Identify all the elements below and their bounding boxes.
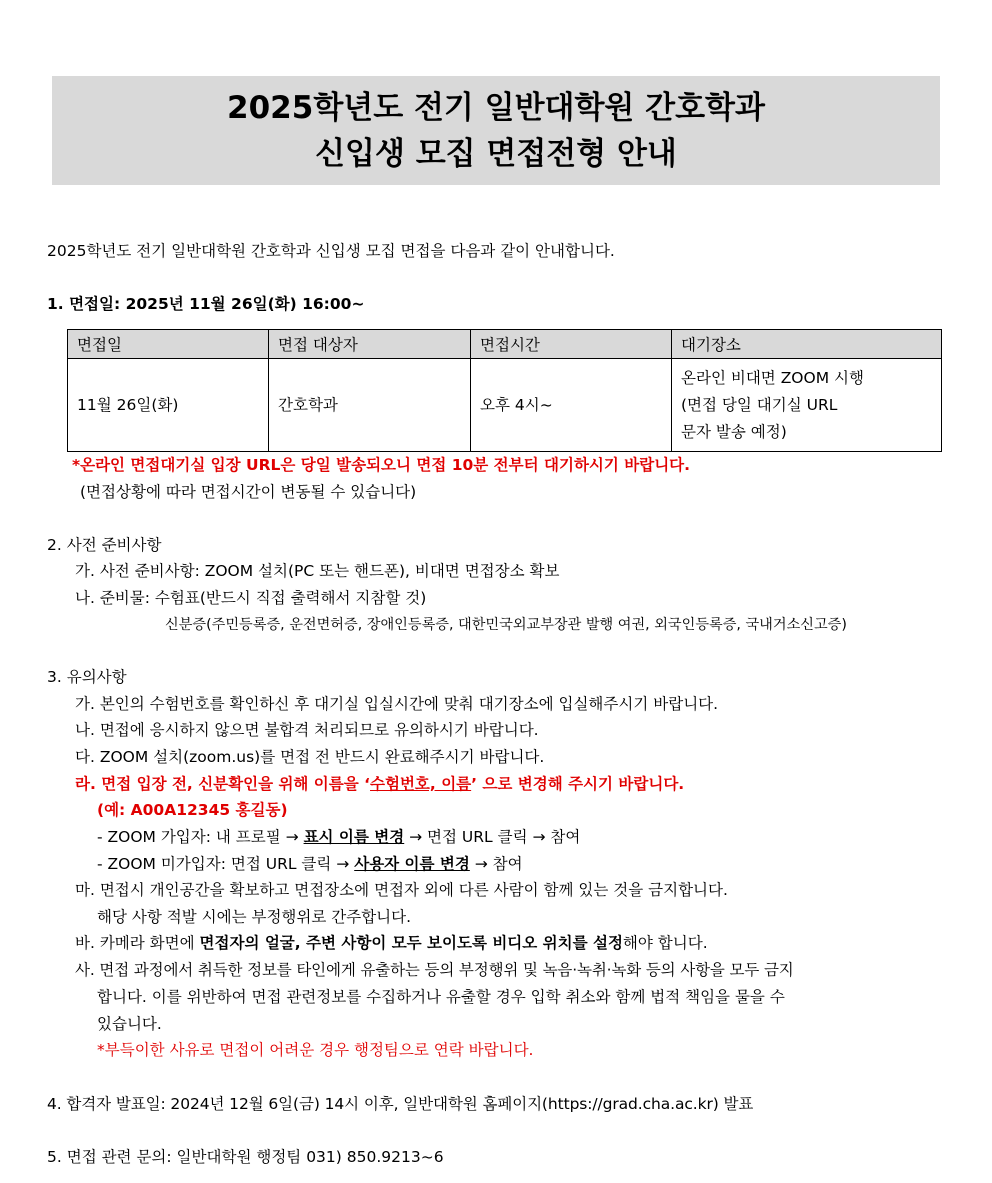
contact-office-notice: *부득이한 사유로 면접이 어려운 경우 행정팀으로 연락 바랍니다. (97, 1041, 534, 1059)
name-format-example: (예: A00A12345 홍길동) (97, 801, 288, 819)
page-title-line-1: 2025학년도 전기 일반대학원 간호학과 (227, 90, 765, 126)
header-interview-time: 면접시간 (471, 330, 672, 359)
waiting-place-line: 문자 발송 예정) (681, 422, 787, 441)
section2-heading: 2. 사전 준비사항 (47, 536, 162, 554)
interview-schedule-table (67, 329, 942, 452)
section3-item-g-line2: 합니다. 이를 위반하여 면접 관련정보를 수집하거나 유출할 경우 입학 취소와 함께 법적 책임을 물을 수 (97, 988, 785, 1006)
section2-item-a: 가. 사전 준비사항: ZOOM 설치(PC 또는 핸드폰), 비대면 면접장소 확보 (75, 562, 560, 580)
member-text-post: → 면접 URL 클릭 → 참여 (404, 828, 581, 846)
table-header-row (68, 330, 942, 359)
section4-announcement: 4. 합격자 발표일: 2024년 12월 6일(금) 14시 이후, 일반대학원 홈페이지(https://grad.cha.ac.kr) 발표 (47, 1095, 754, 1113)
waiting-room-url-notice: *온라인 면접대기실 입장 URL은 당일 발송되오니 면접 10분 전부터 대기하시기 바랍니다. (72, 456, 691, 474)
cell-interview-target: 간호학과 (269, 359, 471, 452)
zoom-member-instruction (97, 827, 580, 847)
section3-heading: 3. 유의사항 (47, 668, 127, 686)
member-display-name-step: 표시 이름 변경 (303, 828, 405, 846)
cell-interview-date: 11월 26일(화) (68, 359, 269, 452)
item-d-text-post: ’ 으로 변경해 주시기 바랍니다. (471, 775, 685, 793)
title-banner (52, 76, 940, 185)
zoom-nonmember-instruction (97, 854, 523, 874)
section3-item-c: 다. ZOOM 설치(zoom.us)를 면접 전 반드시 완료해주시기 바랍니다. (75, 748, 545, 766)
section3-item-a: 가. 본인의 수험번호를 확인하신 후 대기실 입실시간에 맞춰 대기장소에 입실해주시기 바랍니다. (75, 695, 719, 713)
header-interview-date: 면접일 (68, 330, 269, 359)
cell-waiting-place (672, 359, 942, 452)
section2-item-b: 나. 준비물: 수험표(반드시 직접 출력해서 지참할 것) (75, 589, 427, 607)
schedule-change-note: (면접상황에 따라 면접시간이 변동될 수 있습니다) (80, 483, 417, 501)
header-interview-target: 면접 대상자 (269, 330, 471, 359)
nonmember-username-step: 사용자 이름 변경 (354, 855, 470, 873)
page-title-line-2: 신입생 모집 면접전형 안내 (315, 136, 677, 172)
section3-item-g-line3: 있습니다. (97, 1015, 162, 1033)
section3-item-b: 나. 면접에 응시하지 않으면 불합격 처리되므로 유의하시기 바랍니다. (75, 721, 539, 739)
section5-inquiry: 5. 면접 관련 문의: 일반대학원 행정팀 031) 850.9213~6 (47, 1148, 444, 1166)
section1-heading: 1. 면접일: 2025년 11월 26일(화) 16:00~ (47, 295, 365, 313)
section3-item-e-cont: 해당 사항 적발 시에는 부정행위로 간주합니다. (97, 908, 412, 926)
waiting-place-line: (면접 당일 대기실 URL (681, 395, 838, 414)
item-f-text-pre: 바. 카메라 화면에 (75, 934, 200, 952)
item-d-format-underlined: 수험번호, 이름 (370, 775, 472, 793)
table-row (68, 359, 942, 452)
section3-item-e: 마. 면접시 개인공간을 확보하고 면접장소에 면접자 외에 다른 사람이 함께 있는 것을 금지합니다. (75, 881, 728, 899)
section2-id-list: 신분증(주민등록증, 운전면허증, 장애인등록증, 대한민국외교부장관 발행 여권, 외국인등록증, 국내거소신고증) (165, 617, 847, 633)
waiting-place-line: 온라인 비대면 ZOOM 시행 (681, 368, 864, 387)
item-f-bold-text: 면접자의 얼굴, 주변 사항이 모두 보이도록 비디오 위치를 설정 (199, 934, 623, 952)
intro-text: 2025학년도 전기 일반대학원 간호학과 신입생 모집 면접을 다음과 같이 안내합니다. (47, 242, 615, 260)
nonmember-text-pre: - ZOOM 미가입자: 면접 URL 클릭 → (97, 855, 355, 873)
header-waiting-place: 대기장소 (672, 330, 942, 359)
item-f-text-post: 해야 합니다. (622, 934, 708, 952)
item-d-text-pre: 라. 면접 입장 전, 신분확인을 위해 이름을 ‘ (75, 775, 371, 793)
section3-item-g-line1: 사. 면접 과정에서 취득한 정보를 타인에게 유출하는 등의 부정행위 및 녹음·녹취·녹화 등의 사항을 모두 금지 (75, 961, 794, 979)
section3-item-d (75, 774, 684, 794)
cell-interview-time: 오후 4시~ (471, 359, 672, 452)
nonmember-text-post: → 참여 (469, 855, 523, 873)
section3-item-f (75, 933, 708, 953)
member-text-pre: - ZOOM 가입자: 내 프로필 → (97, 828, 304, 846)
